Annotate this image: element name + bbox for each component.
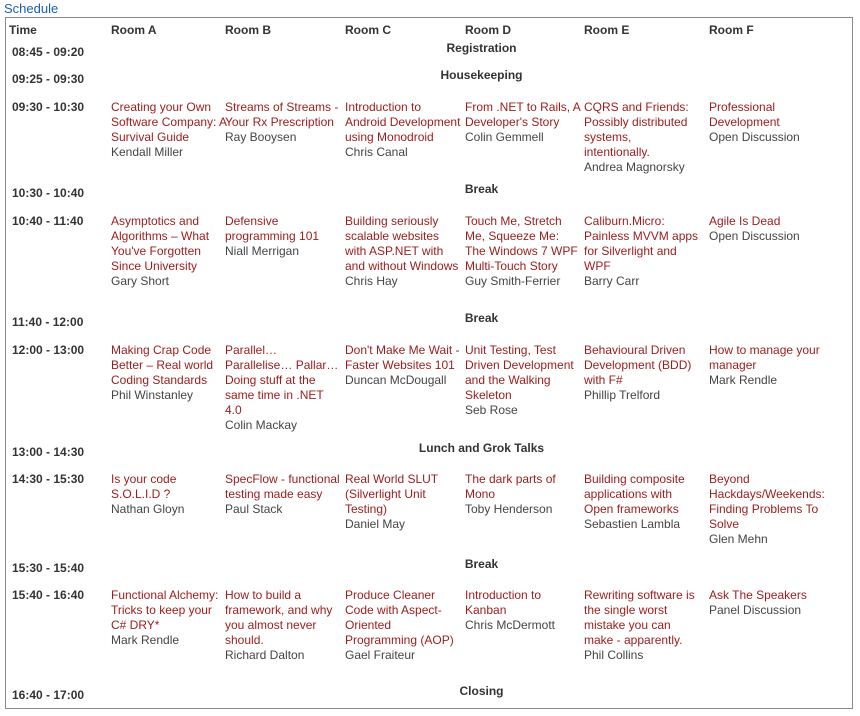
session-cell-room-e — [584, 588, 700, 663]
session-cell-room-e — [584, 343, 700, 403]
session-title-link[interactable]: Introduction to Android Development using Monodroid — [345, 100, 461, 144]
column-header-room-d: Room D — [465, 23, 511, 37]
full-width-session: Lunch and Grok Talks — [418, 441, 545, 455]
time-slot: 09:25 - 09:30 — [12, 72, 85, 86]
column-header-room-a: Room A — [111, 23, 157, 37]
speaker-name: Mark Rendle — [111, 633, 180, 647]
schedule-link[interactable]: Schedule — [4, 1, 59, 16]
speaker-name: Phil Winstanley — [111, 388, 194, 402]
session-cell-room-d — [465, 588, 581, 633]
speaker-name: Gary Short — [111, 274, 170, 288]
session-cell-room-b — [225, 214, 341, 259]
speaker-name: Panel Discussion — [709, 603, 802, 617]
session-cell-room-b — [225, 588, 341, 663]
speaker-name: Chris McDermott — [465, 618, 556, 632]
time-slot: 13:00 - 14:30 — [12, 445, 85, 459]
full-width-session: Break — [464, 311, 499, 325]
time-slot: 09:30 - 10:30 — [12, 100, 85, 114]
session-cell-room-d — [465, 343, 581, 418]
session-cell-room-d — [465, 100, 581, 145]
session-title-link[interactable]: Rewriting software is the single worst mistake you can make - apparently. — [584, 588, 695, 647]
schedule-table — [5, 17, 853, 709]
time-slot: 14:30 - 15:30 — [12, 472, 85, 486]
time-slot: 16:40 - 17:00 — [12, 688, 85, 702]
speaker-name: Chris Canal — [345, 145, 408, 159]
speaker-name: Paul Stack — [225, 502, 283, 516]
full-width-session: Housekeeping — [440, 68, 523, 82]
session-title-link[interactable]: Making Crap Code Better – Real world Coding Standards — [111, 343, 214, 387]
speaker-name: Glen Mehn — [709, 532, 768, 546]
session-cell-room-b — [225, 100, 341, 145]
speaker-name: Daniel May — [345, 517, 406, 531]
session-title-link[interactable]: Is your code S.O.L.I.D ? — [111, 472, 177, 501]
speaker-name: Mark Rendle — [709, 373, 778, 387]
session-title-link[interactable]: How to manage your manager — [709, 343, 820, 372]
session-title-link[interactable]: Professional Development — [709, 100, 780, 129]
session-cell-room-c — [345, 588, 461, 663]
session-title-link[interactable]: From .NET to Rails, A Developer's Story — [465, 100, 581, 129]
session-cell-room-e — [584, 472, 700, 532]
session-title-link[interactable]: Introduction to Kanban — [465, 588, 542, 617]
session-cell-room-c — [345, 472, 461, 532]
time-slot: 12:00 - 13:00 — [12, 343, 85, 357]
session-cell-room-c — [345, 100, 461, 160]
speaker-name: Chris Hay — [345, 274, 398, 288]
speaker-name: Ray Booysen — [225, 130, 297, 144]
speaker-name: Toby Henderson — [465, 502, 553, 516]
session-cell-room-b — [225, 343, 341, 433]
speaker-name: Gael Fraiteur — [345, 648, 416, 662]
session-title-link[interactable]: Touch Me, Stretch Me, Squeeze Me: The Windows 7 WPF Multi-Touch Story — [465, 214, 578, 273]
time-slot: 11:40 - 12:00 — [12, 315, 84, 329]
time-slot: 08:45 - 09:20 — [12, 45, 85, 59]
speaker-name: Phil Collins — [584, 648, 644, 662]
full-width-session: Break — [464, 182, 499, 196]
speaker-name: Andrea Magnorsky — [584, 160, 685, 174]
session-cell-room-a — [111, 588, 227, 648]
session-title-link[interactable]: Streams of Streams - Your Rx Prescription — [225, 100, 339, 129]
time-slot: 10:30 - 10:40 — [12, 186, 85, 200]
column-header-room-c: Room C — [345, 23, 391, 37]
full-width-session: Registration — [446, 41, 517, 55]
speaker-name: Open Discussion — [709, 130, 800, 144]
speaker-name: Colin Gemmell — [465, 130, 544, 144]
session-title-link[interactable]: Defensive programming 101 — [225, 214, 320, 243]
session-title-link[interactable]: The dark parts of Mono — [465, 472, 556, 501]
session-title-link[interactable]: CQRS and Friends: Possibly distributed systems, intentionally. — [584, 100, 689, 159]
session-title-link[interactable]: Real World SLUT (Silverlight Unit Testing) — [345, 472, 438, 516]
session-title-link[interactable]: Ask The Speakers — [709, 588, 807, 602]
session-title-link[interactable]: Don't Make Me Wait - Faster Websites 101 — [345, 343, 460, 372]
session-title-link[interactable]: Building composite applications with Open frameworks — [584, 472, 685, 516]
session-cell-room-a — [111, 100, 227, 160]
time-slot: 15:40 - 16:40 — [12, 588, 85, 602]
column-header-room-f: Room F — [709, 23, 754, 37]
session-title-link[interactable]: Behavioural Driven Development (BDD) with F# — [584, 343, 692, 387]
speaker-name: Barry Carr — [584, 274, 640, 288]
time-slot: 10:40 - 11:40 — [12, 214, 84, 228]
session-title-link[interactable]: Produce Cleaner Code with Aspect-Oriented Programming (AOP) — [345, 588, 454, 647]
session-cell-room-c — [345, 343, 461, 388]
session-cell-room-a — [111, 214, 227, 289]
full-width-session: Closing — [459, 684, 504, 698]
session-cell-room-d — [465, 214, 581, 289]
speaker-name: Guy Smith-Ferrier — [465, 274, 561, 288]
session-cell-room-f — [709, 588, 825, 618]
session-title-link[interactable]: Beyond Hackdays/Weekends: Finding Problems To Solve — [709, 472, 825, 531]
speaker-name: Phillip Trelford — [584, 388, 661, 402]
session-title-link[interactable]: Parallel… Parallelise… Pallar… Doing stuff at the same time in .NET 4.0 — [225, 343, 339, 417]
session-title-link[interactable]: Unit Testing, Test Driven Development and the Walking Skeleton — [465, 343, 574, 402]
session-cell-room-a — [111, 343, 227, 403]
column-header-room-b: Room B — [225, 23, 271, 37]
session-cell-room-f — [709, 343, 825, 388]
session-title-link[interactable]: Caliburn.Micro: Painless MVVM apps for Silverlight and WPF — [584, 214, 699, 273]
speaker-name: Kendall Miller — [111, 145, 184, 159]
session-cell-room-c — [345, 214, 461, 289]
session-title-link[interactable]: Building seriously scalable websites with ASP.NET with and without Windows — [345, 214, 459, 273]
session-cell-room-f — [709, 214, 825, 244]
speaker-name: Duncan McDougall — [345, 373, 447, 387]
full-width-session: Break — [464, 557, 499, 571]
session-title-link[interactable]: SpecFlow - functional testing made easy — [225, 472, 340, 501]
column-header-room-e: Room E — [584, 23, 630, 37]
speaker-name: Seb Rose — [465, 403, 518, 417]
session-title-link[interactable]: Creating your Own Software Company: A Survival Guide — [111, 100, 227, 144]
session-cell-room-f — [709, 472, 825, 547]
session-cell-room-e — [584, 100, 700, 175]
session-title-link[interactable]: Functional Alchemy: Tricks to keep your C# DRY* — [111, 588, 219, 632]
session-title-link[interactable]: How to build a framework, and why you almost never should. — [225, 588, 333, 647]
speaker-name: Sebastien Lambla — [584, 517, 681, 531]
session-cell-room-d — [465, 472, 581, 517]
session-title-link[interactable]: Agile Is Dead — [709, 214, 781, 228]
session-cell-room-a — [111, 472, 227, 517]
speaker-name: Colin Mackay — [225, 418, 298, 432]
session-title-link[interactable]: Asymptotics and Algorithms – What You've Forgotten Since University — [111, 214, 210, 273]
session-cell-room-f — [709, 100, 825, 145]
session-cell-room-e — [584, 214, 700, 289]
speaker-name: Nathan Gloyn — [111, 502, 185, 516]
speaker-name: Open Discussion — [709, 229, 800, 243]
time-column-header: Time — [9, 23, 37, 37]
speaker-name: Niall Merrigan — [225, 244, 300, 258]
session-cell-room-b — [225, 472, 341, 517]
time-slot: 15:30 - 15:40 — [12, 561, 85, 575]
speaker-name: Richard Dalton — [225, 648, 305, 662]
